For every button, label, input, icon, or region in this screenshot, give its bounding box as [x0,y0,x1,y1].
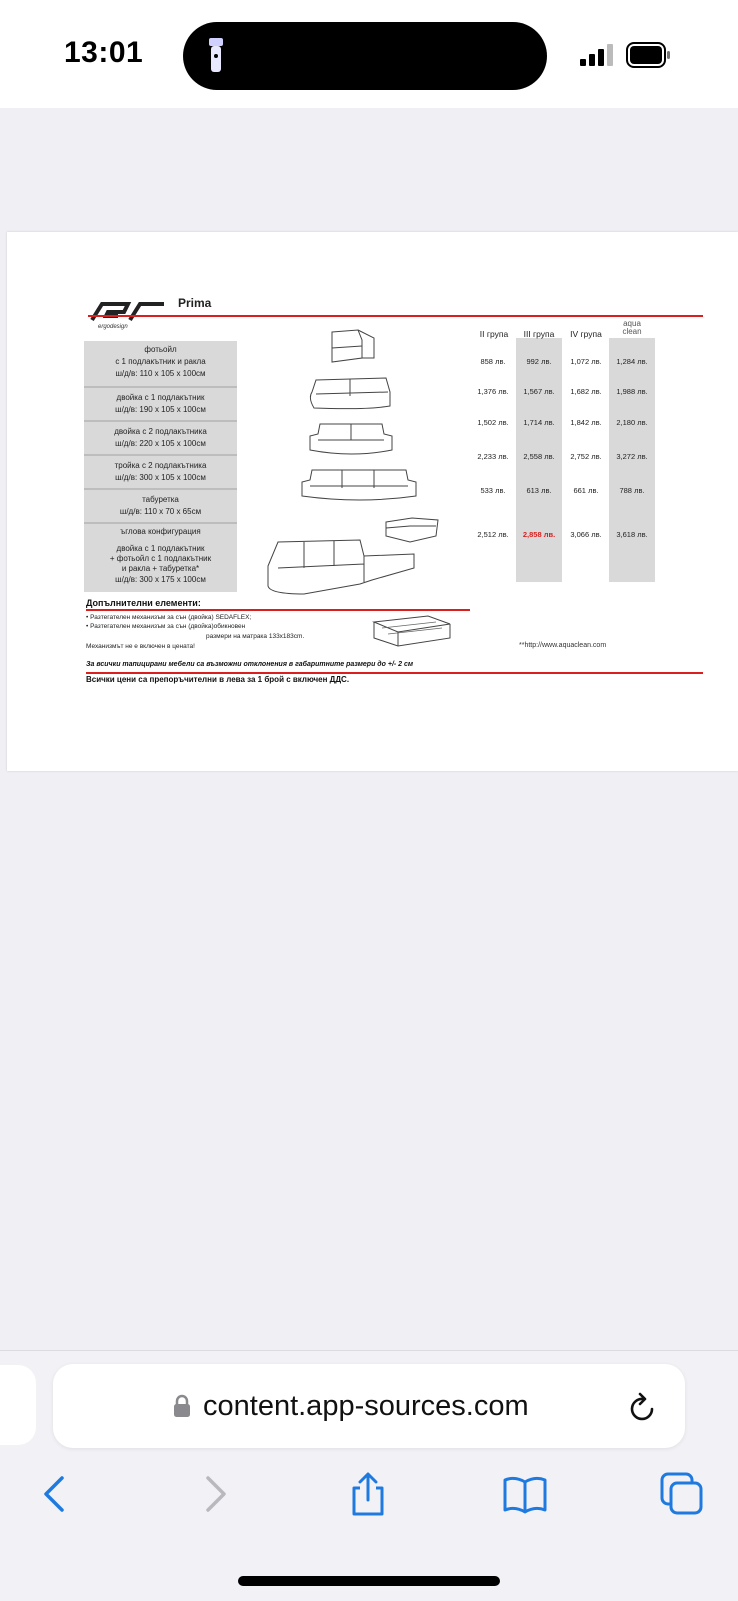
price-cell: 1,567 лв. [523,387,555,396]
corner-sofa-drawing [264,538,420,600]
price-cell: 613 лв. [526,486,552,495]
extras-rule [86,609,470,611]
price-cell: 2,512 лв. [477,530,509,539]
sofa-bed-mechanism-drawing [368,612,454,650]
price-cell: 1,714 лв. [523,418,555,427]
price-cell: 992 лв. [526,357,552,366]
home-indicator [238,1576,500,1586]
back-arrow-icon[interactable] [34,1472,78,1516]
price-cell: 1,284 лв. [616,357,648,366]
aquaclean-url: **http://www.aquaclean.com [519,642,607,649]
reload-icon[interactable] [628,1390,658,1424]
double-sofa-1-arm-drawing [306,376,392,414]
row-label-corner: ъглова конфигурация двойка с 1 подлакътник + фотьойл с 1 подлакътник и ракла + табуретка* ш/д/в: 300 x 175 x 100см [84,524,237,592]
extra-item: Механизмът не е включен в цената! [86,643,195,650]
forward-arrow-icon[interactable] [192,1472,236,1516]
signal-icon [580,44,616,66]
price-cell: 661 лв. [573,486,599,495]
extra-item: • Разтегателен механизъм за сън (двойка) SEDAFLEX; [86,614,252,621]
price-cell: 1,842 лв. [570,418,602,427]
bookmarks-icon[interactable] [503,1472,547,1516]
row-label-double-1-arm: двойка с 1 подлакътник ш/д/в: 190 x 105 x 100см [84,388,237,422]
price-cell-highlight: 2,858 лв. [522,530,556,539]
price-cell: 2,558 лв. [523,452,555,461]
dynamic-island [183,22,547,90]
flashlight-icon [205,36,227,76]
aquaclean-logo: aqua clean [622,319,642,336]
extra-item: • Разтегателен механизъм за сън (двойка)обикновен [86,623,246,630]
column-header-III: III група [523,329,555,339]
price-cell: 1,502 лв. [477,418,509,427]
tabs-icon[interactable] [660,1472,704,1516]
price-cell: 3,066 лв. [570,530,602,539]
battery-icon [626,42,672,68]
double-sofa-2-arms-drawing [308,420,394,460]
triple-sofa-drawing [300,466,418,506]
status-time: 13:01 [64,36,144,69]
footnote-prices: Всички цени са препоръчителни в лева за 1 брой с включен ДДС. [86,675,350,684]
price-cell: 2,180 лв. [616,418,648,427]
url-text[interactable]: content.app-sources.com [203,1390,529,1422]
price-cell: 2,233 лв. [477,452,509,461]
footer-rule [86,672,703,674]
price-cell: 1,376 лв. [477,387,509,396]
status-bar [0,0,738,108]
price-cell: 1,682 лв. [570,387,602,396]
price-cell: 858 лв. [480,357,506,366]
lock-icon [173,1394,191,1418]
price-cell: 3,272 лв. [616,452,648,461]
column-header-IV: IV група [570,329,602,339]
price-cell: 2,752 лв. [570,452,602,461]
footnote-dimensions: За всички тапицирани мебели са възможни отклонения в габаритните размери до +/- 2 см [86,661,414,668]
row-label-double-2-arms: двойка с 2 подлакътника ш/д/в: 220 x 105 x 100см [84,422,237,456]
price-cell: 788 лв. [619,486,645,495]
previous-tab-preview[interactable] [0,1365,36,1445]
price-cell: 533 лв. [480,486,506,495]
row-label-stool: табуретка ш/д/в: 110 x 70 x 65см [84,490,237,524]
extras-title: Допълнителни елементи: [86,598,201,608]
svg-text:ergodesign: ergodesign [98,324,128,330]
document-title: Prima [178,296,212,310]
price-cell: 1,988 лв. [616,387,648,396]
price-cell: 1,072 лв. [570,357,602,366]
armchair-drawing [328,328,378,368]
row-label-triple: тройка с 2 подлакътника ш/д/в: 300 x 105 x 100см [84,456,237,490]
extra-item: размери на матрака 133x183cm. [206,633,305,640]
price-cell: 3,618 лв. [616,530,648,539]
row-label-armchair: фотьойл с 1 подлакътник и ракла ш/д/в: 110 x 105 x 100см [84,341,237,388]
column-header-II: II група [479,329,509,339]
share-icon[interactable] [346,1472,390,1516]
title-rule [88,315,703,317]
product-label-column [84,341,237,592]
